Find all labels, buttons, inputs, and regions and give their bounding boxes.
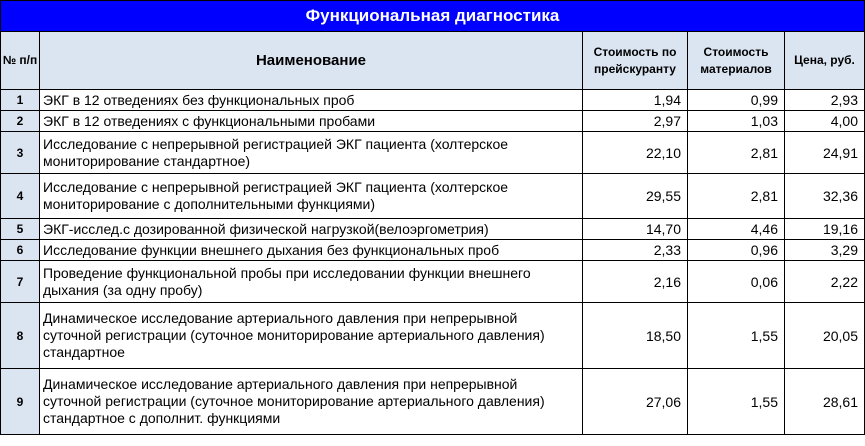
- row-num: 3: [1, 132, 40, 174]
- table-row: [1, 369, 865, 435]
- row-name: ЭКГ в 12 отведениях с функциональными пробами: [40, 111, 583, 132]
- table-row: [1, 90, 865, 111]
- row-num: 6: [1, 240, 40, 261]
- table-row: [1, 303, 865, 369]
- row-materials: 2,81: [688, 174, 785, 219]
- row-price: 20,05: [785, 303, 865, 369]
- row-materials: 1,55: [688, 369, 785, 435]
- row-name: ЭКГ в 12 отведениях без функциональных проб: [40, 90, 583, 111]
- row-materials: 0,06: [688, 261, 785, 303]
- row-num: 8: [1, 303, 40, 369]
- row-num: 9: [1, 369, 40, 435]
- row-materials: 4,46: [688, 219, 785, 240]
- row-price-list: 1,94: [583, 90, 688, 111]
- row-price-list: 22,10: [583, 132, 688, 174]
- table-row: [1, 132, 865, 174]
- row-name: Исследование с непрерывной регистрацией ЭКГ пациента (холтерское мониторирование стандартное): [40, 132, 583, 174]
- row-name: Исследование функции внешнего дыхания без функциональных проб: [40, 240, 583, 261]
- header-num: № п/п: [1, 32, 40, 90]
- row-name: Проведение функциональной пробы при исследовании функции внешнего дыхания (за одну пробу): [40, 261, 583, 303]
- row-price: 28,61: [785, 369, 865, 435]
- row-price: 4,00: [785, 111, 865, 132]
- row-materials: 0,96: [688, 240, 785, 261]
- header-materials: Стоимость материалов: [688, 32, 785, 90]
- table-row: [1, 240, 865, 261]
- row-materials: 1,03: [688, 111, 785, 132]
- row-num: 2: [1, 111, 40, 132]
- row-materials: 1,55: [688, 303, 785, 369]
- row-price-list: 18,50: [583, 303, 688, 369]
- header-price-list: Стоимость по прейскуранту: [583, 32, 688, 90]
- row-price: 2,22: [785, 261, 865, 303]
- row-price-list: 2,16: [583, 261, 688, 303]
- row-name: Динамическое исследование артериального давления при непрерывной суточной регистрации (суточное мониторирование артериального давления) стандартное с дополнит. функциями: [40, 369, 583, 435]
- table-row: [1, 219, 865, 240]
- row-price: 24,91: [785, 132, 865, 174]
- row-name: Исследование с непрерывной регистрацией ЭКГ пациента (холтерское мониторирование с дополнительными функциями): [40, 174, 583, 219]
- row-price: 32,36: [785, 174, 865, 219]
- row-price: 3,29: [785, 240, 865, 261]
- header-name: Наименование: [40, 32, 583, 90]
- row-num: 4: [1, 174, 40, 219]
- row-price: 19,16: [785, 219, 865, 240]
- row-price-list: 2,33: [583, 240, 688, 261]
- row-price-list: 27,06: [583, 369, 688, 435]
- row-name: ЭКГ-исслед.с дозированной физической нагрузкой(велоэргометрия): [40, 219, 583, 240]
- table-row: [1, 111, 865, 132]
- row-num: 5: [1, 219, 40, 240]
- table-row: [1, 174, 865, 219]
- row-num: 1: [1, 90, 40, 111]
- row-price-list: 2,97: [583, 111, 688, 132]
- row-num: 7: [1, 261, 40, 303]
- row-price-list: 14,70: [583, 219, 688, 240]
- row-price: 2,93: [785, 90, 865, 111]
- row-materials: 2,81: [688, 132, 785, 174]
- row-materials: 0,99: [688, 90, 785, 111]
- row-name: Динамическое исследование артериального давления при непрерывной суточной регистрации (суточное мониторирование артериального давления) стандартное: [40, 303, 583, 369]
- header-price: Цена, руб.: [785, 32, 865, 90]
- table-title: Функциональная диагностика: [1, 1, 865, 32]
- table-row: [1, 261, 865, 303]
- row-price-list: 29,55: [583, 174, 688, 219]
